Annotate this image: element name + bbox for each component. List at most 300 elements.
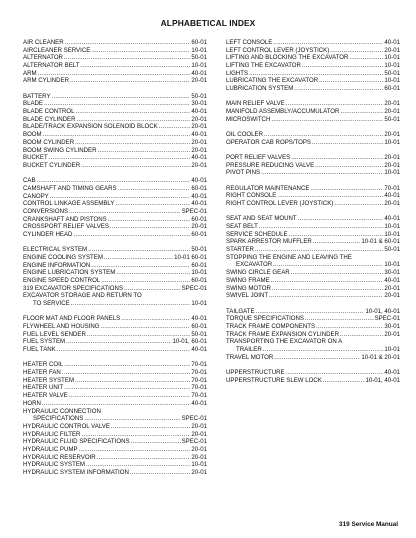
- dot-leader: [310, 185, 383, 193]
- dot-leader: [75, 377, 190, 385]
- index-entry: [23, 369, 207, 377]
- index-entry: [23, 39, 207, 47]
- index-entry: [23, 277, 207, 285]
- index-entry: [226, 369, 400, 377]
- index-entry: [23, 415, 207, 423]
- index-entry-page: 40-01: [191, 200, 207, 208]
- dot-leader: [334, 200, 383, 208]
- index-entry-label: HYDRAULIC CONNECTION: [23, 407, 101, 415]
- index-entry-label: SPECIFICATIONS: [33, 415, 84, 423]
- index-entry-page: 20-01: [384, 108, 400, 116]
- index-entry-label: ALTERNATOR: [23, 54, 63, 62]
- dot-leader: [75, 108, 190, 116]
- index-entry-page: 20-01: [384, 131, 400, 139]
- dot-leader: [73, 231, 190, 239]
- index-entry-label: BATTERY: [23, 92, 51, 100]
- index-entry: [226, 323, 400, 331]
- index-column-left: [23, 39, 207, 477]
- index-entry: [23, 208, 207, 216]
- index-entry-label: SERVICE SCHEDULE: [226, 230, 288, 238]
- index-entry-page: 40-01: [384, 368, 400, 376]
- index-entry-page: 10-01 & 20-01: [361, 353, 400, 361]
- index-entry-page: 20-01: [384, 154, 400, 162]
- index-entry: [23, 269, 207, 277]
- index-entry-label: PIVOT PINS: [226, 169, 261, 177]
- dot-leader: [38, 70, 191, 78]
- dot-leader: [52, 93, 191, 101]
- index-entry-page: 20-01: [191, 115, 207, 123]
- dot-leader: [91, 47, 190, 55]
- index-entry: [226, 39, 400, 47]
- index-entry-label: CAMSHAFT AND TIMING GEARS: [23, 184, 117, 192]
- dot-leader: [277, 192, 383, 200]
- index-entry-page: 10-01: [384, 223, 400, 231]
- dot-leader: [291, 154, 383, 162]
- index-entry: [226, 162, 400, 170]
- index-entry: [226, 108, 400, 116]
- index-entry: [23, 431, 207, 439]
- index-entry-label: UPPERSTRUCTURE SLEW LOCK: [226, 376, 322, 384]
- index-entry: [23, 300, 207, 308]
- index-entry-label: BLADE CONTROL: [23, 108, 75, 116]
- dot-leader: [84, 415, 180, 423]
- dot-leader: [319, 77, 383, 85]
- dot-leader: [294, 85, 383, 93]
- index-entry-label: HORN: [23, 399, 41, 407]
- index-entry-page: 40-01: [384, 39, 400, 46]
- dot-leader: [302, 62, 383, 70]
- index-entry-label: FUEL LEVEL SENDER: [23, 330, 86, 338]
- index-entry: [226, 238, 400, 246]
- index-entry-label: BUCKET: [23, 154, 48, 162]
- index-entry-label: SWING MOTOR: [226, 284, 271, 292]
- dot-leader: [272, 285, 383, 293]
- index-entry: [23, 423, 207, 431]
- index-entry-page: 10-01: [384, 261, 400, 269]
- index-entry-label: TRACK FRAME COMPONENTS: [226, 322, 316, 330]
- index-entry: [23, 262, 207, 270]
- index-entry: [23, 200, 207, 208]
- index-entry-page: 40-01: [191, 131, 207, 139]
- index-entry-page: 20-01: [384, 161, 400, 169]
- index-entry: [226, 292, 400, 300]
- index-entry-page: 20-01: [191, 138, 207, 146]
- index-entry-page: 60-01: [384, 85, 400, 93]
- index-entry: [226, 254, 400, 262]
- dot-leader: [43, 131, 191, 139]
- index-entry: [226, 269, 400, 277]
- index-entry-label: ALTERNATOR BELT: [23, 62, 80, 70]
- dot-leader: [97, 147, 190, 155]
- dot-leader: [255, 246, 384, 254]
- index-entry-label: HYDRAULIC RESERVOIR: [23, 453, 96, 461]
- index-entry-page: 20-01: [384, 284, 400, 292]
- index-column-right: [226, 39, 400, 384]
- dot-leader: [118, 185, 191, 193]
- index-entry: [23, 346, 207, 354]
- dot-leader: [69, 392, 191, 400]
- index-entry: [226, 246, 400, 254]
- index-entry: [23, 62, 207, 70]
- index-entry: [226, 54, 400, 62]
- dot-leader: [305, 315, 374, 323]
- index-entry: [23, 361, 207, 369]
- index-entry-page: 30-01: [191, 100, 207, 108]
- index-entry: [23, 131, 207, 139]
- index-entry-page: 40-01: [191, 69, 207, 77]
- index-entry-page: 70-01: [191, 361, 207, 369]
- index-entry: [23, 216, 207, 224]
- index-entry-label: BLADE/TRACK EXPANSION SOLENOID BLOCK: [23, 123, 158, 131]
- index-entry-page: 10-01: [191, 269, 207, 277]
- dot-leader: [263, 346, 384, 354]
- index-entry: [23, 123, 207, 131]
- index-entry: [23, 177, 207, 185]
- index-entry-page: 20-01: [191, 146, 207, 154]
- index-entry: [23, 377, 207, 385]
- index-entry: [226, 200, 400, 208]
- dot-leader: [49, 154, 191, 162]
- dot-leader: [131, 438, 181, 446]
- index-entry-page: 10-01: [191, 46, 207, 54]
- index-entry-label: AIR CLEANER: [23, 39, 64, 46]
- index-entry: [226, 192, 400, 200]
- index-entry-page: 40-01: [191, 315, 207, 323]
- index-entry-label: HEATER UNIT: [23, 384, 64, 392]
- index-entry-page: 10-01: [384, 62, 400, 70]
- index-entry-page: 50-01: [191, 330, 207, 338]
- index-entry-page: 70-01: [191, 376, 207, 384]
- index-entry-label: HYDRAULIC CONTROL VALVE: [23, 422, 110, 430]
- index-entry-label: ENGINE LUBRICATION SYSTEM: [23, 269, 116, 277]
- index-entry-page: 20-01: [191, 469, 207, 477]
- index-entry-page: 60-01: [191, 323, 207, 331]
- dot-leader: [261, 169, 383, 177]
- dot-leader: [64, 384, 190, 392]
- index-entry: [226, 77, 400, 85]
- index-entry-page: 10-01 & 60-01: [361, 238, 400, 246]
- index-entry-page: 10-01: [384, 77, 400, 85]
- index-entry: [226, 315, 400, 323]
- index-entry-page: 20-01: [384, 330, 400, 338]
- index-entry-label: TO SERVICE: [33, 300, 70, 308]
- index-entry-page: SPEC-01: [181, 207, 207, 215]
- index-entry-label: MANIFOLD ASSEMBLY/ACCUMULATOR: [226, 108, 340, 116]
- index-entry: [226, 331, 400, 339]
- dot-leader: [69, 208, 181, 216]
- index-entry-label: UPPERSTRUCTURE: [226, 368, 285, 376]
- index-entry-page: 20-01: [384, 292, 400, 300]
- index-entry: [226, 70, 400, 78]
- index-entry-page: 40-01: [384, 215, 400, 223]
- dot-leader: [298, 215, 384, 223]
- index-entry-label: ARM CYLINDER: [23, 77, 70, 85]
- dot-leader: [259, 223, 384, 231]
- index-entry-page: SPEC-01: [181, 284, 207, 292]
- index-entry-label: RIGHT CONTROL LEVER (JOYSTICK): [226, 200, 334, 208]
- index-entry-page: 40-01: [384, 192, 400, 200]
- index-entry: [226, 277, 400, 285]
- index-entry-label: CONTROL LINKAGE ASSEMBLY: [23, 200, 115, 208]
- index-entry-label: HYDRAULIC FLUID SPECIFICATIONS: [23, 438, 130, 446]
- dot-leader: [50, 193, 191, 201]
- dot-leader: [42, 400, 190, 408]
- dot-leader: [159, 123, 191, 131]
- index-entry-page: 20-01: [191, 430, 207, 438]
- index-entry-label: ENGINE INFORMATION: [23, 261, 91, 269]
- index-entry-page: 20-01: [384, 100, 400, 108]
- index-entry-page: 40-01: [191, 346, 207, 354]
- index-entry-label: FUEL SYSTEM: [23, 338, 66, 346]
- index-entry-page: 20-01: [191, 445, 207, 453]
- index-entry-label: BLADE CYLINDER: [23, 115, 76, 123]
- index-entry-label: HYDRAULIC SYSTEM INFORMATION: [23, 469, 129, 477]
- index-entry-label: BLADE: [23, 100, 43, 108]
- index-entry-label: SEAT AND SEAT MOUNT: [226, 215, 297, 223]
- index-entry: [226, 215, 400, 223]
- index-entry-label: LEFT CONTROL LEVER (JOYSTICK): [226, 46, 330, 54]
- index-entry: [226, 223, 400, 231]
- dot-leader: [315, 162, 383, 170]
- index-entry-page: 40-01: [191, 399, 207, 407]
- dot-leader: [80, 62, 190, 70]
- index-entry-page: 20-01: [191, 453, 207, 461]
- index-entry-label: TRAILER: [236, 345, 262, 353]
- dot-leader: [115, 200, 190, 208]
- dot-leader: [77, 116, 191, 124]
- index-entry-label: TAILGATE: [226, 307, 255, 315]
- index-entry: [226, 285, 400, 293]
- dot-leader: [87, 331, 191, 339]
- index-entry-label: ENGINE COOLING SYSTEM: [23, 253, 103, 261]
- index-entry: [226, 308, 400, 316]
- index-entry: [23, 446, 207, 454]
- index-entry: [226, 169, 400, 177]
- index-entry: [226, 185, 400, 193]
- index-entry-label: AIRCLEANER SERVICE: [23, 46, 91, 54]
- index-entry: [226, 62, 400, 70]
- index-entry: [23, 162, 207, 170]
- index-entry-label: HYDRAULIC SYSTEM: [23, 461, 85, 469]
- index-entry: [226, 47, 400, 55]
- index-entry: [23, 454, 207, 462]
- index-entry-label: EXCAVATOR: [236, 261, 273, 269]
- index-entry-page: 10-01, 60-01: [172, 338, 207, 346]
- index-entry: [226, 131, 400, 139]
- index-entry-page: 20-01: [191, 422, 207, 430]
- dot-leader: [130, 469, 191, 477]
- dot-leader: [66, 338, 171, 346]
- index-entry-label: CRANKSHAFT AND PISTONS: [23, 215, 107, 223]
- dot-leader: [340, 108, 383, 116]
- index-entry: [23, 392, 207, 400]
- dot-leader: [75, 139, 190, 147]
- index-entry: [23, 323, 207, 331]
- dot-leader: [271, 116, 383, 124]
- index-entry-label: MICROSWITCH: [226, 115, 271, 123]
- index-entry: [23, 285, 207, 293]
- index-entry-label: LIFTING AND BLOCKING THE EXCAVATOR: [226, 54, 349, 62]
- index-entry: [23, 108, 207, 116]
- index-entry-page: 10-01: [384, 169, 400, 177]
- index-entry: [226, 338, 400, 346]
- index-entry-label: OPERATOR CAB ROPS/TOPS: [226, 138, 311, 146]
- index-entry-page: 40-01: [191, 154, 207, 162]
- index-entry-label: BUCKET CYLINDER: [23, 161, 81, 169]
- index-entry-label: CROSSPORT RELIEF VALVES: [23, 223, 109, 231]
- dot-leader: [313, 238, 361, 246]
- index-entry-label: BOOM SWING CYLINDER: [23, 146, 97, 154]
- index-entry: [23, 231, 207, 239]
- index-entry-label: STARTER: [226, 246, 254, 254]
- index-entry-page: 20-01: [191, 161, 207, 169]
- index-entry-label: PRESSURE REDUCING VALVE: [226, 161, 315, 169]
- index-entry: [23, 408, 207, 416]
- dot-leader: [111, 423, 190, 431]
- index-entry-label: SEAT BELT: [226, 223, 258, 231]
- dot-leader: [274, 354, 360, 362]
- index-entry-page: 60-01: [191, 39, 207, 46]
- index-entry-page: 20-01: [191, 223, 207, 231]
- index-entry: [23, 469, 207, 477]
- index-entry-page: 60-01: [191, 261, 207, 269]
- index-entry-label: ELECTRICAL SYSTEM: [23, 246, 88, 254]
- dot-leader: [273, 39, 383, 47]
- index-entry: [226, 85, 400, 93]
- index-entry-label: SWIVEL JOINT: [226, 292, 269, 300]
- dot-leader: [289, 231, 384, 239]
- index-entry-label: HEATER VALVE: [23, 392, 68, 400]
- index-entry: [23, 331, 207, 339]
- index-entry-label: FLOOR MAT AND FLOOR PANELS: [23, 315, 121, 323]
- dot-leader: [64, 54, 190, 62]
- dot-leader: [286, 369, 384, 377]
- index-entry: [23, 100, 207, 108]
- dot-leader: [316, 323, 383, 331]
- index-entry-label: SWING CIRCLE GEAR: [226, 269, 290, 277]
- dot-leader: [249, 70, 383, 78]
- index-entry-label: LIFTING THE EXCAVATOR: [226, 62, 301, 70]
- index-entry-page: 20-01: [191, 123, 207, 131]
- index-entry-label: OIL COOLER: [226, 131, 264, 139]
- index-entry: [226, 100, 400, 108]
- dot-leader: [79, 446, 191, 454]
- dot-leader: [286, 100, 384, 108]
- index-entry: [23, 147, 207, 155]
- index-entry: [226, 354, 400, 362]
- dot-leader: [340, 331, 383, 339]
- dot-leader: [121, 315, 190, 323]
- index-entry-label: PORT RELIEF VALVES: [226, 154, 291, 162]
- dot-leader: [64, 361, 190, 369]
- index-entry: [23, 139, 207, 147]
- index-entry-page: 40-01: [191, 108, 207, 116]
- dot-leader: [62, 369, 191, 377]
- index-entry: [23, 338, 207, 346]
- index-entry-page: 60-01: [191, 277, 207, 285]
- index-entry-page: 10-01: [191, 62, 207, 70]
- index-entry-label: HEATER FAN: [23, 369, 61, 377]
- index-entry: [23, 292, 207, 300]
- index-entry: [23, 400, 207, 408]
- index-entry-page: 60-01: [191, 184, 207, 192]
- dot-leader: [110, 223, 191, 231]
- index-entry-page: 50-01: [191, 92, 207, 100]
- index-entry-page: 50-01: [384, 69, 400, 77]
- index-entry-label: TRAVEL MOTOR: [226, 353, 274, 361]
- index-entry-page: 40-01: [191, 192, 207, 200]
- index-entry: [226, 346, 400, 354]
- index-entry-page: 30-01: [384, 322, 400, 330]
- index-entry-label: STOPPING THE ENGINE AND LEAVING THE: [226, 253, 352, 261]
- index-entry: [23, 116, 207, 124]
- index-entry: [23, 185, 207, 193]
- index-entry-page: 50-01: [384, 115, 400, 123]
- index-entry-page: 50-01: [191, 54, 207, 62]
- index-entry-label: TORQUE SPECIFICATIONS: [226, 315, 304, 323]
- index-entry-page: 10-01 60-01: [174, 253, 207, 261]
- dot-leader: [273, 261, 383, 269]
- index-entry-label: BOOM CYLINDER: [23, 138, 75, 146]
- index-entry-label: HYDRAULIC FILTER: [23, 430, 81, 438]
- index-entry-page: 70-01: [191, 392, 207, 400]
- index-entry-label: BOOM: [23, 131, 42, 139]
- index-entry-label: CANOPY: [23, 192, 49, 200]
- index-entry: [226, 231, 400, 239]
- index-entry: [23, 93, 207, 101]
- dot-leader: [101, 277, 190, 285]
- index-entry-label: ENGINE SPEED CONTROL: [23, 277, 101, 285]
- dot-leader: [37, 177, 191, 185]
- index-entry-label: HYDRAULIC PUMP: [23, 445, 78, 453]
- dot-leader: [323, 377, 365, 385]
- index-entry-label: CONVERSIONS: [23, 207, 69, 215]
- dot-leader: [91, 262, 190, 270]
- index-entry: [23, 315, 207, 323]
- index-entry-page: SPEC-01: [181, 438, 207, 446]
- index-entry-page: SPEC-01: [374, 315, 400, 323]
- dot-leader: [124, 285, 181, 293]
- index-entry-page: 70-01: [191, 369, 207, 377]
- index-entry-label: 319 EXCAVATOR SPECIFICATIONS: [23, 284, 124, 292]
- index-entry: [23, 384, 207, 392]
- dot-leader: [291, 269, 384, 277]
- dot-leader: [81, 162, 190, 170]
- index-entry-label: MAIN RELIEF VALVE: [226, 100, 285, 108]
- page-title: ALPHABETICAL INDEX: [160, 18, 256, 28]
- index-entry-label: ARM: [23, 69, 37, 77]
- index-entry-page: 10-01: [384, 230, 400, 238]
- dot-leader: [97, 454, 191, 462]
- index-entry-page: 20-01: [191, 77, 207, 85]
- index-entry-label: EXCAVATOR STORAGE AND RETURN TO: [23, 292, 142, 300]
- index-entry-page: 70-01: [191, 384, 207, 392]
- index-entry-page: 10-01: [384, 54, 400, 62]
- index-entry-page: 50-01: [191, 246, 207, 254]
- index-entry: [226, 377, 400, 385]
- index-entry-label: FLYWHEEL AND HOUSING: [23, 323, 100, 331]
- index-entry: [23, 154, 207, 162]
- footer-manual-name: 319 Service Manual: [339, 521, 398, 528]
- dot-leader: [104, 254, 173, 262]
- index-entry-page: 10-01: [191, 461, 207, 469]
- index-entry-page: 10-01: [384, 345, 400, 353]
- index-entry: [23, 461, 207, 469]
- index-entry-label: RIGHT CONSOLE: [226, 192, 277, 200]
- index-entry-label: TRANSPORTING THE EXCAVATOR ON A: [226, 338, 343, 346]
- index-entry: [226, 261, 400, 269]
- index-entry: [23, 438, 207, 446]
